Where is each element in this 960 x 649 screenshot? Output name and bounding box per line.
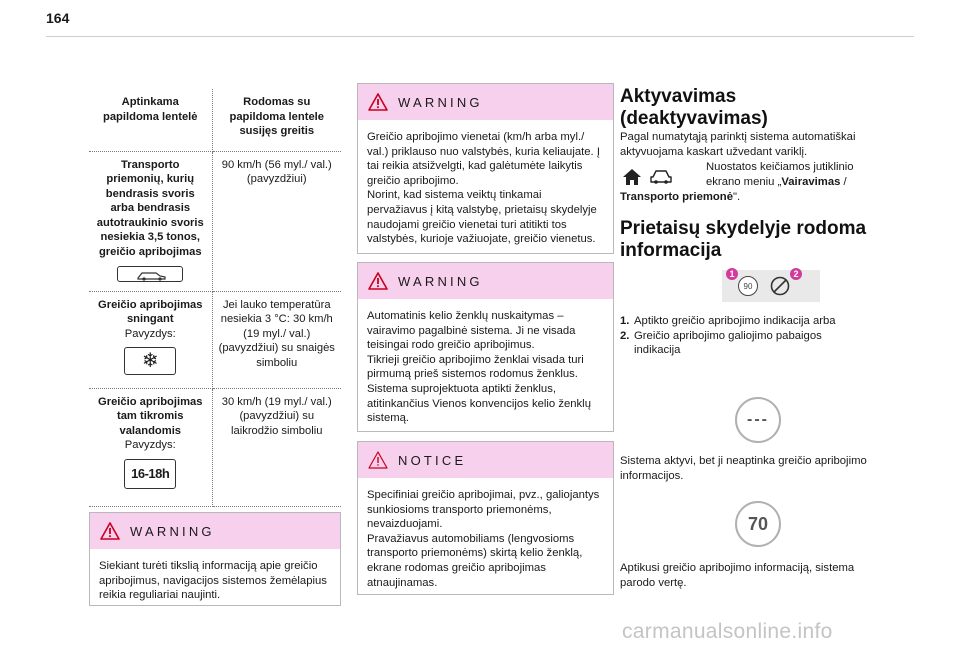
warning-paragraph: Greičio apribojimo vienetai (km/h arba myl./ val.) priklauso nuo valstybės, kuria keliaujate. Į tai reikia atsižvelgti, kad galėtumėte laikytis greičio apribojimo. Norint, kad sistema veiktų tinkamai pervažiavus į kitą valstybę, prietaisų skydelyje naudojami greičio vienetai turi atitikti tos valstybės, kurioje važiuojate, greičio vienetus.	[367, 131, 600, 246]
table-row	[89, 388, 341, 506]
figure-speed-text: 90	[743, 281, 753, 291]
table-cell-sign	[89, 388, 212, 506]
warning-triangle-icon	[100, 522, 120, 540]
notice-title: NOTICE	[398, 452, 467, 468]
car-sign-icon	[117, 266, 183, 282]
row-title: Greičio apribojimas tam tikromis valandomis	[98, 395, 203, 437]
menu-bold: Transporto priemonė	[620, 191, 733, 203]
no-info-text: Sistema aktyvi, bet ji neaptinka greičio apribojimo informacijos.	[620, 455, 867, 482]
callout-badge-1: 1	[726, 268, 738, 280]
menu-text: ekrano meniu „	[706, 175, 782, 188]
heading-line: Aktyvavimas	[620, 86, 737, 107]
car-icon	[648, 168, 674, 186]
menu-text: ".	[733, 191, 741, 203]
snowflake-sign-icon: ❄	[124, 347, 176, 375]
notice-text	[358, 478, 613, 590]
warning-text	[358, 120, 613, 247]
table-header-row	[89, 89, 341, 151]
dashboard-figure	[722, 270, 820, 302]
speed-sign-text: 70	[747, 513, 769, 534]
table-cell-speed	[212, 291, 341, 388]
warning-title: WARNING	[130, 523, 215, 539]
watermark: carmanualsonline.info	[622, 620, 833, 643]
menu-text: /	[840, 175, 847, 188]
table-header-cell: Rodomas su papildoma lentele susijęs greitis	[212, 89, 341, 151]
warning-header	[90, 513, 340, 549]
warning-text	[358, 299, 613, 426]
activation-intro: Pagal numatytąją parinktį sistema automatiškai aktyvuojama kaskart užvedant variklį.	[620, 131, 856, 158]
time-sign-icon: 16-18h	[124, 459, 176, 489]
table-cell-sign	[89, 291, 212, 388]
info-text: Aptikusi greičio apribojimo informaciją, sistema parodo vertę.	[620, 562, 855, 589]
table-header-cell: Aptinkama papildoma lentelė	[89, 89, 212, 151]
menu-instruction-end	[620, 190, 740, 205]
item-number: 1.	[620, 315, 630, 327]
callout-badge-2: 2	[790, 268, 802, 280]
warning-text	[90, 549, 340, 603]
table-cell-speed: 90 km/h (56 myl./ val.) (pavyzdžiui)	[212, 151, 341, 291]
dash-sign-text: ---	[747, 411, 769, 428]
warning-header	[358, 84, 613, 120]
item-text: Greičio apribojimo galiojimo pabaigos indikacija	[634, 329, 822, 357]
table-cell-sign	[89, 151, 212, 291]
notice-box	[357, 441, 614, 595]
speed-text: Jei lauko temperatūra nesiekia 3 °C: 30 km/h (19 myl./ val.) (pavyzdžiui) su snaigės simboliu	[218, 298, 335, 369]
menu-instruction	[706, 160, 886, 189]
warning-header	[358, 263, 613, 299]
end-of-limit-icon	[770, 276, 790, 296]
warning-box-maps	[89, 512, 341, 606]
supplementary-sign-table	[89, 89, 341, 507]
notice-paragraph: Specifiniai greičio apribojimai, pvz., galiojantys sunkiosioms transporto priemonėms, nevaizduojami. Pravažiavus automobiliams (lengvosioms transporto priemonėms) skirtą kelio ženklą, ekrane rodomas greičio apribojimas atnaujinamas.	[367, 489, 600, 589]
heading-line: informacija	[620, 240, 722, 261]
menu-bold: Vairavimas	[781, 175, 841, 188]
warning-box-recognition	[357, 262, 614, 432]
item-text: Aptikto greičio apribojimo indikacija arba	[634, 315, 836, 327]
list-item	[620, 314, 880, 329]
menu-text: Nuostatos keičiamos jutiklinio	[706, 161, 854, 173]
warning-paragraph: Automatinis kelio ženklų nuskaitymas – vairavimo pagalbinė sistema. Ji ne visada teisingai rodo greičio apribojimus. Tikrieji greičio apribojimo ženklai visada turi pirmumą prieš sistemos rodomus ženklus. Sistema suprojektuota aptikti ženklus, atitinkančius Vienos konvencijos kelio ženklų sistemą.	[367, 310, 591, 425]
row-example-label: Pavyzdys:	[124, 439, 176, 452]
warning-title: WARNING	[398, 94, 483, 110]
warning-title: WARNING	[398, 273, 483, 289]
row-title: Greičio apribojimas sningant	[98, 298, 203, 326]
top-rule	[46, 36, 914, 37]
item-number: 2.	[620, 329, 630, 342]
table-row	[89, 151, 341, 291]
warning-triangle-icon	[368, 272, 388, 290]
warning-box-units	[357, 83, 614, 254]
list-item	[620, 329, 880, 358]
no-info-sign-icon	[735, 397, 781, 443]
speed-limit-indicator-icon	[738, 276, 758, 296]
warning-paragraph: Siekiant turėti tikslią informaciją apie greičio apribojimus, navigacijos sistemos žemėlapius reikia reguliariai naujinti.	[99, 560, 327, 602]
table-cell-speed: 30 km/h (19 myl./ val.) (pavyzdžiui) su laikrodžio simboliu	[212, 388, 341, 506]
heading-line: (deaktyvavimas)	[620, 108, 768, 129]
table-row	[89, 291, 341, 388]
warning-triangle-icon	[368, 93, 388, 111]
activation-heading	[620, 86, 768, 130]
dashboard-legend	[620, 314, 880, 358]
row-title: Transporto priemonių, kurių bendrasis svoris arba bendrasis autotraukinio svoris nesiekia 3,5 tonos, greičio apribojimas	[96, 158, 204, 259]
heading-line: Prietaisų skydelyje rodoma	[620, 218, 867, 239]
notice-header	[358, 442, 613, 478]
home-icon	[622, 168, 642, 186]
row-example-label: Pavyzdys:	[124, 327, 176, 340]
speed-limit-sign-icon	[735, 501, 781, 547]
page-number: 164	[46, 10, 70, 26]
dashboard-heading	[620, 218, 866, 262]
notice-triangle-icon	[368, 451, 388, 469]
